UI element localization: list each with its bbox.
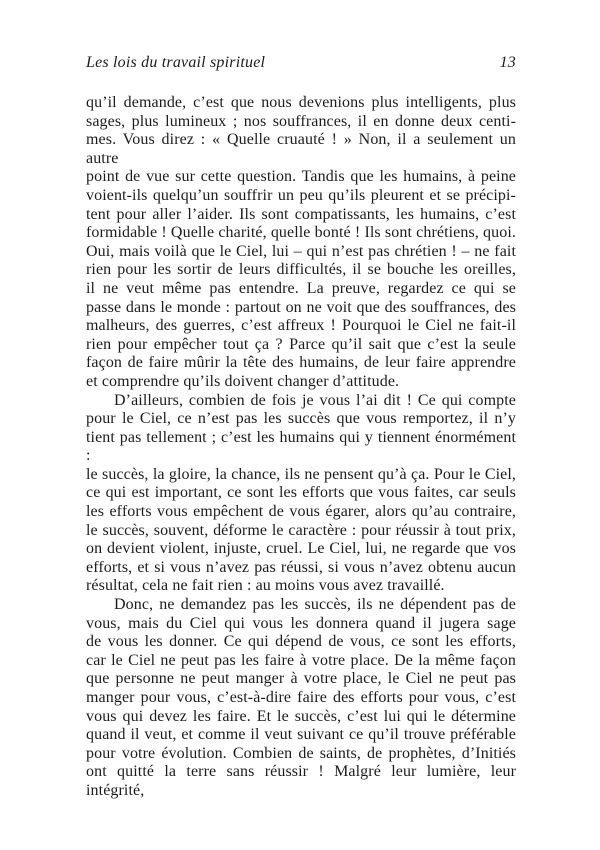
text-line: Oui, mais voilà que le Ciel, lui – qui n’est pas chrétien ! – ne fait xyxy=(86,242,516,260)
text-line: de vous les donner. Ce qui dépend de vous, ce sont les efforts, xyxy=(86,633,516,651)
text-block xyxy=(86,94,516,801)
text-line: passe dans le monde : partout on ne voit que des souffrances, des xyxy=(86,298,516,316)
text-line: point de vue sur cette question. Tandis que les humains, à peine xyxy=(86,168,516,186)
text-line: le succès, souvent, déforme le caractère : pour réussir à tout prix, xyxy=(86,521,516,539)
page-number: 13 xyxy=(499,54,516,71)
text-line: ont quitté la terre sans réussir ! Malgré leur lumière, leur intégrité, xyxy=(86,763,516,799)
text-line: manger pour vous, c’est-à-dire faire des efforts pour vous, c’est xyxy=(86,689,516,706)
text-line: que personne ne peut manger à votre place, le Ciel ne peut pas xyxy=(86,670,516,688)
text-line: on devient violent, injuste, cruel. Le Ciel, lui, ne regarde que vos xyxy=(86,540,516,558)
text-line: pour le Ciel, ce n’est pas les succès que vous remportez, il n’y xyxy=(86,410,516,428)
text-line: il ne veut même pas entendre. La preuve, regardez ce qui se xyxy=(86,279,516,297)
text-line: résultat, cela ne fait rien : au moins vous avez travaillé. xyxy=(86,577,445,595)
text-line: qu’il demande, c’est que nous devenions plus intelligents, plus xyxy=(86,94,516,111)
running-header xyxy=(86,54,516,72)
text-line: pour votre évolution. Combien de saints, de prophètes, d’Initiés xyxy=(86,744,516,762)
text-line: ce qui est important, ce sont les efforts que vous faites, car seuls xyxy=(86,484,516,502)
text-line: le succès, la gloire, la chance, ils ne pensent qu’à ça. Pour le Ciel, xyxy=(86,465,516,483)
text-line: sages, plus lumineux ; nos souffrances, il en donne deux centi- xyxy=(86,112,516,130)
text-line: voient-ils quelqu’un souffrir un peu qu’ils pleurent et se précipi- xyxy=(86,186,516,204)
text-line: car le Ciel ne peut pas les faire à votre place. De la même façon xyxy=(86,651,516,669)
text-line: mes. Vous direz : « Quelle cruauté ! » Non, il a seulement un autre xyxy=(86,131,516,167)
text-line: efforts, et si vous n’avez pas réussi, si vous n’avez obtenu aucun xyxy=(86,558,516,576)
text-line: les efforts vous empêchent de vous égarer, alors qu’au contraire, xyxy=(86,503,516,521)
text-line: D’ailleurs, combien de fois je vous l’ai dit ! Ce qui compte xyxy=(114,391,516,409)
text-line: vous qui devez les faire. Et le succès, c’est lui qui le détermine xyxy=(86,707,516,725)
text-line: malheurs, des guerres, c’est affreux ! Pourquoi le Ciel ne fait-il xyxy=(86,317,516,335)
text-line: Donc, ne demandez pas les succès, ils ne dépendent pas de xyxy=(114,596,516,614)
text-line: tient pas tellement ; c’est les humains qui y tiennent énormément : xyxy=(86,428,516,465)
text-line: rien pour empêcher tout ça ? Parce qu’il sait que c’est la seule xyxy=(86,335,516,353)
text-line: et comprendre qu’ils doivent changer d’attitude. xyxy=(86,372,400,390)
text-line: rien pour les sortir de leurs difficultés, il se bouche les oreilles, xyxy=(86,261,516,279)
text-line: façon de faire mûrir la tête des humains, de leur faire apprendre xyxy=(86,354,516,372)
text-line: quand il veut, et comme il veut suivant ce qu’il trouve préférable xyxy=(86,726,516,744)
text-line: tent pour aller l’aider. Ils sont compatissants, les humains, c’est xyxy=(86,205,516,223)
text-line: vous, mais du Ciel qui vous les donnera quand il jugera sage xyxy=(86,614,516,632)
text-line: formidable ! Quelle charité, quelle bonté ! Ils sont chrétiens, quoi. xyxy=(86,224,516,242)
running-title: Les lois du travail spirituel xyxy=(86,54,266,71)
